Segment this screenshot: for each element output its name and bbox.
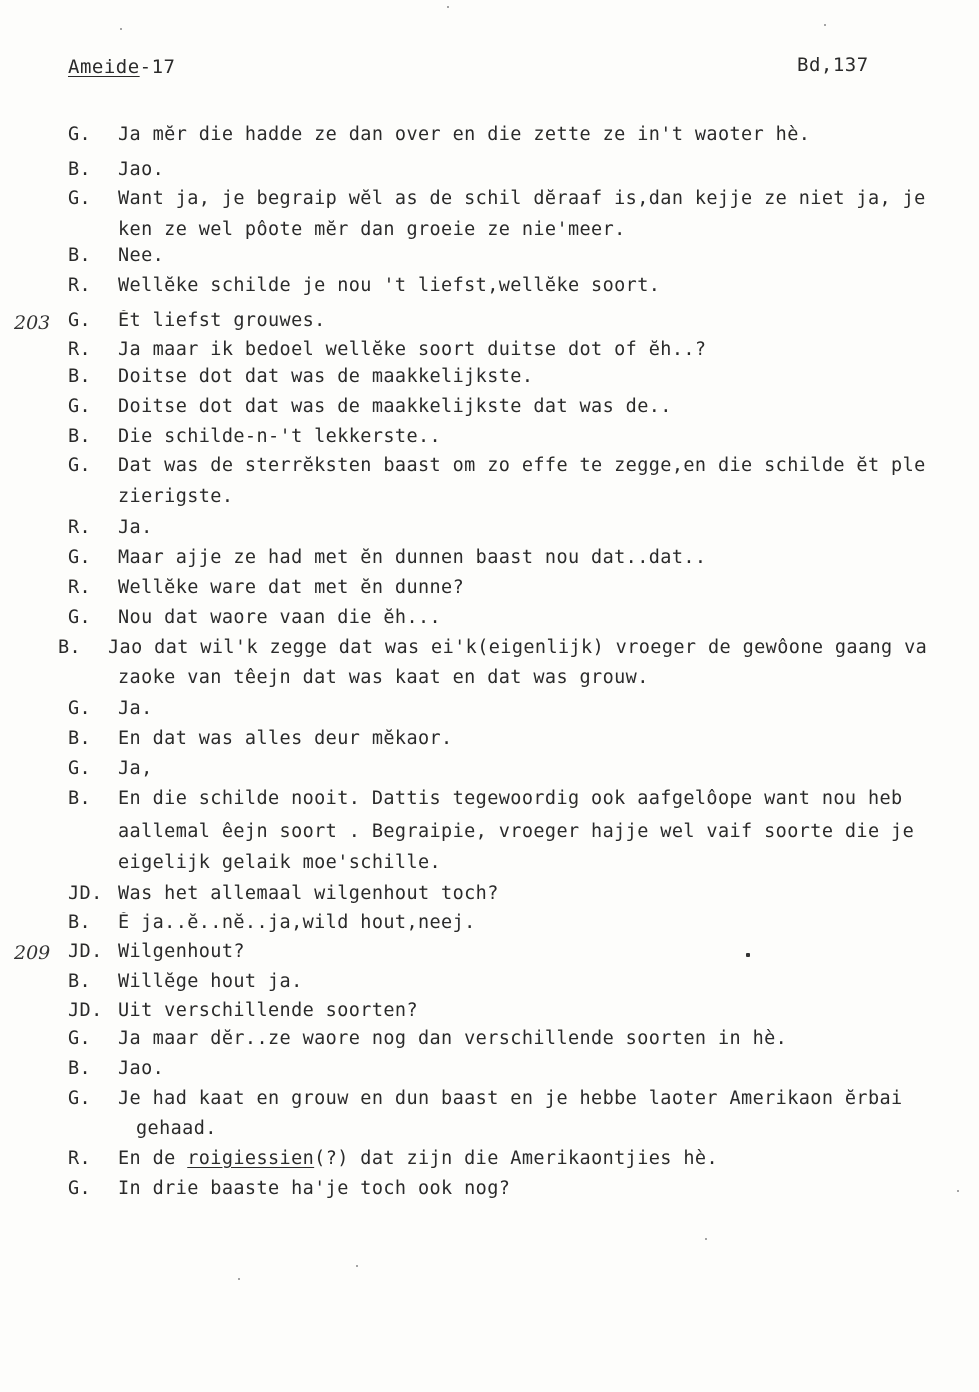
dialogue-line: [0, 124, 979, 154]
speaker-label: B.: [68, 245, 92, 266]
dialogue-line: [0, 1148, 979, 1178]
dialogue-line: [0, 758, 979, 788]
utterance-text-after: (?) dat zijn die Amerikaontjies hè.: [314, 1148, 718, 1169]
dialogue-line: [0, 275, 979, 305]
scan-speck: [120, 28, 122, 30]
utterance-text: Ja,: [118, 758, 153, 779]
utterance-text: eigelijk gelaik moe'schille.: [118, 852, 442, 873]
speaker-label: JD.: [68, 1000, 103, 1021]
utterance-text: Die schilde-n-'t lekkerste..: [118, 426, 442, 447]
dialogue-line: [0, 971, 979, 1001]
utterance-text: zierigste.: [118, 486, 234, 507]
dialogue-line: [0, 547, 979, 577]
speaker-label: R.: [68, 1148, 92, 1169]
dialogue-line: [0, 1028, 979, 1058]
utterance-text: Jao.: [118, 1058, 165, 1079]
dialogue-line: [0, 637, 979, 667]
dialogue-line: [0, 607, 979, 637]
dialogue-line: [0, 455, 979, 485]
dialogue-line: [0, 1118, 979, 1148]
speaker-label: B.: [68, 1058, 92, 1079]
speaker-label: R.: [68, 339, 92, 360]
scan-speck: [957, 1190, 959, 1192]
utterance-text: Ja.: [118, 698, 153, 719]
speaker-label: G.: [68, 124, 92, 145]
header-band: Bd,137: [797, 54, 869, 76]
utterance-text: Ja mĕr die hadde ze dan over en die zette ze in't waoter hè.: [118, 124, 811, 145]
speaker-label: R.: [68, 275, 92, 296]
dialogue-line: [0, 667, 979, 697]
speaker-label: B.: [68, 159, 92, 180]
utterance-text: Ja.: [118, 517, 153, 538]
speaker-label: G.: [68, 698, 92, 719]
utterance-text: En dat was alles deur mĕkaor.: [118, 728, 453, 749]
speaker-label: R.: [68, 577, 92, 598]
speaker-label: B.: [68, 366, 92, 387]
dialogue-line: [0, 1178, 979, 1208]
dialogue-line: [0, 339, 979, 369]
speaker-label: B.: [68, 788, 92, 809]
speaker-label: G.: [68, 547, 92, 568]
dialogue-line: [0, 698, 979, 728]
utterance-text: aallemal êejn soort . Begraipie, vroeger hajje wel vaif soorte die je: [118, 821, 915, 842]
header-number: -17: [139, 56, 176, 78]
header-location: [68, 56, 175, 78]
dialogue-line: [0, 188, 979, 218]
utterance-text: Wellĕke schilde je nou 't liefst,wellĕke soort.: [118, 275, 661, 296]
speaker-label: G.: [68, 188, 92, 209]
utterance-text: Jao dat wil'k zegge dat was ei'k(eigenlijk) vroeger de gewôone gaang va: [108, 637, 928, 658]
dialogue-line: [0, 821, 979, 851]
speaker-label: B.: [68, 971, 92, 992]
scan-speck: [705, 1238, 707, 1240]
utterance-text: Uit verschillende soorten?: [118, 1000, 418, 1021]
speaker-label: B.: [68, 426, 92, 447]
utterance-text: Doitse dot dat was de maakkelijkste.: [118, 366, 534, 387]
speaker-label: G.: [68, 1088, 92, 1109]
speaker-label: G.: [68, 455, 92, 476]
margin-note-203: 203: [14, 312, 51, 334]
dialogue-line: [0, 396, 979, 426]
dialogue-line: [0, 728, 979, 758]
utterance-text: Ja maar ik bedoel wellĕke soort duitse dot of ĕh..?: [118, 339, 707, 360]
scan-speck: [824, 24, 826, 26]
utterance-text: Nou dat waore vaan die ĕh...: [118, 607, 442, 628]
utterance-text: In drie baaste ha'je toch ook nog?: [118, 1178, 511, 1199]
dialogue-line: [0, 941, 979, 971]
dialogue-line: [0, 310, 979, 340]
dialogue-line: [0, 577, 979, 607]
speaker-label: B.: [68, 728, 92, 749]
speaker-label: R.: [68, 517, 92, 538]
speaker-label: G.: [68, 396, 92, 417]
dialogue-line: [0, 486, 979, 516]
dialogue-line: [0, 245, 979, 275]
speaker-label: G.: [68, 1028, 92, 1049]
dialogue-line: [0, 426, 979, 456]
utterance-text: Ĕt liefst grouwes.: [118, 310, 326, 331]
utterance-text: Ja maar dĕr..ze waore nog dan verschillende soorten in hè.: [118, 1028, 788, 1049]
margin-note-209: 209: [14, 942, 51, 964]
utterance-text: ken ze wel pôote mĕr dan groeie ze nie'meer.: [118, 219, 626, 240]
dialogue-line: [0, 788, 979, 818]
speaker-label: B.: [68, 912, 92, 933]
dialogue-line: [0, 366, 979, 396]
speaker-label: G.: [68, 1178, 92, 1199]
utterance-text-before: En de: [118, 1148, 188, 1169]
speaker-label: JD.: [68, 883, 103, 904]
utterance-text: Dat was de sterrĕksten baast om zo effe te zegge,en die schilde ĕt ple: [118, 455, 926, 476]
dialogue-line: [0, 912, 979, 942]
utterance-text: gehaad.: [136, 1118, 217, 1139]
utterance-text: Want ja, je begraip wĕl as de schil dĕraaf is,dan kejje ze niet ja, je: [118, 188, 926, 209]
utterance-text: Nee.: [118, 245, 165, 266]
scan-speck: [746, 953, 750, 957]
dialogue-line: [0, 1058, 979, 1088]
speaker-label: G.: [68, 758, 92, 779]
header-place: Ameide: [68, 56, 140, 78]
dialogue-line: [0, 1000, 979, 1030]
utterance-text: [118, 1148, 718, 1169]
dialogue-line: [0, 1088, 979, 1118]
utterance-text: Jao.: [118, 159, 165, 180]
dialogue-line: [0, 883, 979, 913]
speaker-label: B.: [58, 637, 82, 658]
utterance-text: En die schilde nooit. Dattis tegewoordig ook aafgelôope want nou heb: [118, 788, 903, 809]
scan-speck: [447, 6, 449, 8]
scan-speck: [356, 1265, 358, 1267]
dialogue-line: [0, 159, 979, 189]
utterance-text: zaoke van têejn dat was kaat en dat was grouw.: [118, 667, 649, 688]
utterance-text: Willĕge hout ja.: [118, 971, 303, 992]
speaker-label: G.: [68, 310, 92, 331]
utterance-text: Je had kaat en grouw en dun baast en je hebbe laoter Amerikaon ĕrbai: [118, 1088, 903, 1109]
dialogue-line: [0, 517, 979, 547]
utterance-text: Was het allemaal wilgenhout toch?: [118, 883, 499, 904]
scan-speck: [238, 1278, 240, 1280]
uncertain-word: roigiessien: [187, 1148, 315, 1169]
utterance-text: Maar ajje ze had met ĕn dunnen baast nou dat..dat..: [118, 547, 707, 568]
dialogue-line: [0, 852, 979, 882]
utterance-text: Wellĕke ware dat met ĕn dunne?: [118, 577, 465, 598]
speaker-label: JD.: [68, 941, 103, 962]
speaker-label: G.: [68, 607, 92, 628]
utterance-text: Ĕ ja..ĕ..nĕ..ja,wild hout,neej.: [118, 912, 476, 933]
utterance-text: Wilgenhout?: [118, 941, 245, 962]
utterance-text: Doitse dot dat was de maakkelijkste dat was de..: [118, 396, 672, 417]
